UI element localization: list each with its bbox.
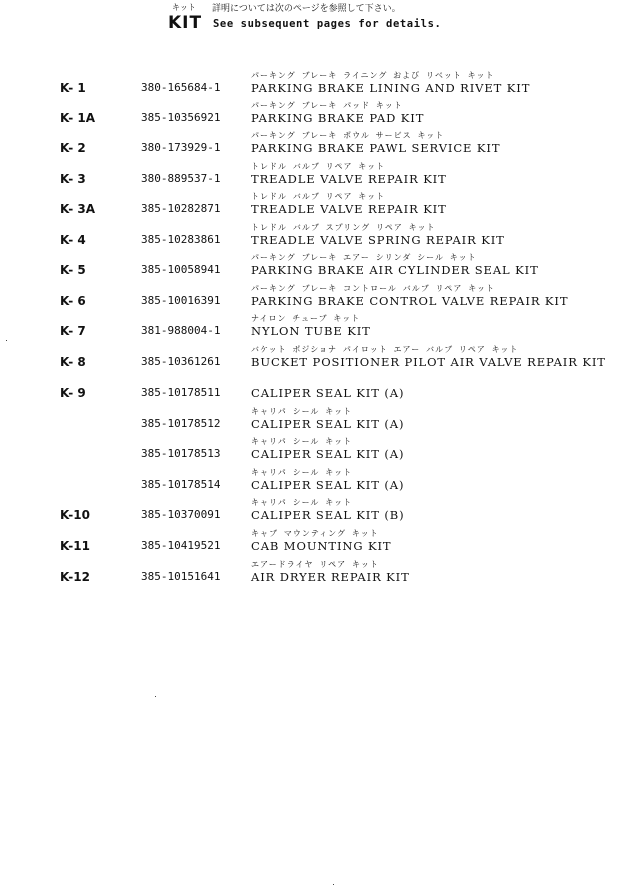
scan-speck (6, 340, 7, 341)
kit-name-japanese: バケット ポジショナ パイロット エアー バルブ リペア キット (251, 345, 519, 354)
kit-name-japanese: キャリパ シール キット (251, 468, 353, 477)
kit-name: CALIPER SEAL KIT (A) (251, 417, 405, 431)
part-number: 385-10282871 (141, 202, 221, 215)
kit-name: CALIPER SEAL KIT (A) (251, 478, 405, 492)
kit-number: K- 4 (60, 233, 86, 247)
part-number: 380-889537-1 (141, 172, 221, 185)
kit-name-japanese: パーキング ブレーキ ポウル サービス キット (251, 131, 445, 140)
kit-row (0, 283, 643, 313)
header-japanese-note: 詳明については次のページを参照して下さい。 (212, 4, 401, 14)
kit-name: AIR DRYER REPAIR KIT (251, 570, 410, 584)
kit-row (0, 436, 643, 466)
kit-name: TREADLE VALVE REPAIR KIT (251, 172, 447, 186)
kit-name-japanese: キャブ マウンティング キット (251, 529, 379, 538)
part-number: 381-988004-1 (141, 324, 221, 337)
kit-row (0, 528, 643, 558)
scan-speck (155, 696, 156, 697)
kit-row (0, 222, 643, 252)
part-number: 385-10151641 (141, 570, 221, 583)
kit-row (0, 313, 643, 343)
kit-row (0, 70, 643, 100)
kit-row (0, 375, 643, 405)
kit-name-japanese: ナイロン チューブ キット (251, 314, 361, 323)
kit-name: CALIPER SEAL KIT (A) (251, 386, 405, 400)
kit-name-japanese: トレドル バルブ リペア キット (251, 192, 386, 201)
part-number: 385-10016391 (141, 294, 221, 307)
kit-row (0, 497, 643, 527)
kit-name-japanese: パーキング ブレーキ エアー シリンダ シール キット (251, 253, 477, 262)
kit-name: PARKING BRAKE PAWL SERVICE KIT (251, 141, 501, 155)
header-note: See subsequent pages for details. (213, 18, 442, 30)
kit-number: K- 9 (60, 386, 86, 400)
kit-name-japanese: パーキング ブレーキ コントロール バルブ リペア キット (251, 284, 496, 293)
part-number: 380-165684-1 (141, 81, 221, 94)
kit-name: PARKING BRAKE LINING AND RIVET KIT (251, 81, 531, 95)
kit-number: K- 5 (60, 263, 86, 277)
kit-row (0, 406, 643, 436)
kit-number: K- 3A (60, 202, 96, 216)
kit-name-japanese: トレドル バルブ スプリング リペア キット (251, 223, 436, 232)
kit-number: K- 7 (60, 324, 86, 338)
kit-row (0, 191, 643, 221)
part-number: 385-10178512 (141, 417, 221, 430)
kit-name: NYLON TUBE KIT (251, 324, 371, 338)
part-number: 385-10283861 (141, 233, 221, 246)
kit-name: TREADLE VALVE REPAIR KIT (251, 202, 447, 216)
kit-name: CAB MOUNTING KIT (251, 539, 392, 553)
kit-row (0, 344, 643, 374)
part-number: 385-10178514 (141, 478, 221, 491)
part-number: 385-10361261 (141, 355, 221, 368)
kit-name-japanese: キャリパ シール キット (251, 437, 353, 446)
part-number: 385-10058941 (141, 263, 221, 276)
kit-number: K- 8 (60, 355, 86, 369)
kit-row (0, 252, 643, 282)
kit-name-japanese: キャリパ シール キット (251, 498, 353, 507)
part-number: 385-10178513 (141, 447, 221, 460)
kit-name-japanese: パーキング ブレーキ ライニング および リベット キット (251, 71, 495, 80)
kit-name: CALIPER SEAL KIT (A) (251, 447, 405, 461)
kit-name: BUCKET POSITIONER PILOT AIR VALVE REPAIR KIT (251, 355, 606, 369)
kit-name-japanese: エアードライヤ リペア キット (251, 560, 379, 569)
part-number: 380-173929-1 (141, 141, 221, 154)
part-number: 385-10356921 (141, 111, 221, 124)
part-number: 385-10419521 (141, 539, 221, 552)
kit-number: K- 6 (60, 294, 86, 308)
kit-name: PARKING BRAKE PAD KIT (251, 111, 425, 125)
kit-row (0, 100, 643, 130)
kit-name: CALIPER SEAL KIT (B) (251, 508, 405, 522)
kit-name: PARKING BRAKE AIR CYLINDER SEAL KIT (251, 263, 539, 277)
kit-number: K- 1 (60, 81, 86, 95)
kit-number: K- 1A (60, 111, 96, 125)
kit-row (0, 467, 643, 497)
kit-name-japanese: トレドル バルブ リペア キット (251, 162, 386, 171)
kit-name: PARKING BRAKE CONTROL VALVE REPAIR KIT (251, 294, 569, 308)
part-number: 385-10178511 (141, 386, 221, 399)
header-kana: キット (172, 3, 196, 12)
kit-row (0, 130, 643, 160)
kit-number: K- 2 (60, 141, 86, 155)
part-number: 385-10370091 (141, 508, 221, 521)
kit-name: TREADLE VALVE SPRING REPAIR KIT (251, 233, 505, 247)
kit-row (0, 559, 643, 589)
kit-row (0, 161, 643, 191)
kit-number: K- 3 (60, 172, 86, 186)
kit-number: K-10 (60, 508, 90, 522)
kit-name-japanese: キャリパ シール キット (251, 407, 353, 416)
kit-number: K-11 (60, 539, 90, 553)
page-title: KIT (168, 13, 203, 33)
scan-speck (333, 884, 334, 885)
kit-number: K-12 (60, 570, 90, 584)
kit-name-japanese: パーキング ブレーキ パッド キット (251, 101, 403, 110)
